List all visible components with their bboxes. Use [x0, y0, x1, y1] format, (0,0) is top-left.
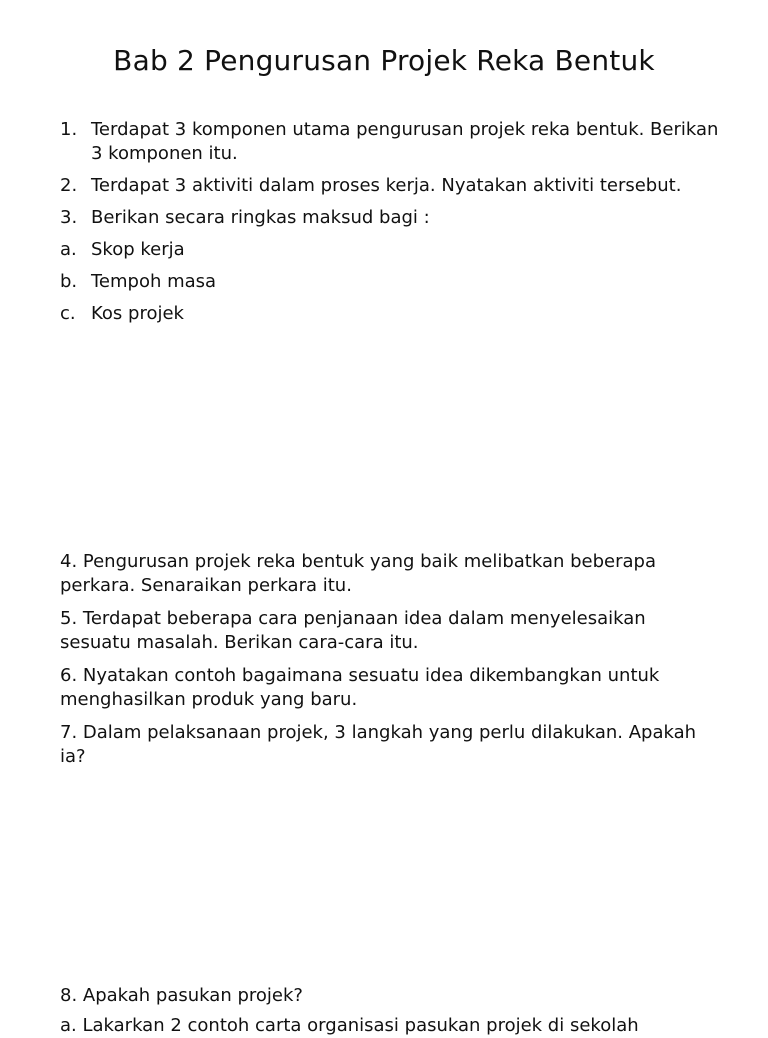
list-text: Berikan secara ringkas maksud bagi : [91, 207, 430, 228]
list-item [60, 302, 720, 326]
list-text: Tempoh masa [91, 271, 217, 292]
list-item [60, 270, 720, 294]
question-paragraph: 6. Nyatakan contoh bagaimana sesuatu idea dikembangkan untuk menghasilkan produk yang baru. [60, 665, 660, 710]
list-text: Terdapat 3 aktiviti dalam proses kerja. Nyatakan aktiviti tersebut. [91, 175, 682, 196]
question-paragraph: 5. Terdapat beberapa cara penjanaan idea dalam menyelesaikan sesuatu masalah. Berikan cara-cara itu. [60, 608, 646, 653]
list-item [60, 118, 720, 166]
list-text: Skop kerja [91, 239, 185, 260]
question-paragraph: 7. Dalam pelaksanaan projek, 3 langkah yang perlu dilakukan. Apakah ia? [60, 722, 697, 767]
cut-off-text-line: a. Lakarkan 2 contoh carta organisasi pasukan projek di sekolah [60, 1015, 639, 1036]
question-paragraphs [60, 550, 710, 778]
list-item [60, 174, 720, 198]
list-marker: 3. [60, 207, 78, 228]
question-paragraph: 8. Apakah pasukan projek? [60, 985, 303, 1006]
list-item [60, 238, 720, 262]
list-marker: a. [60, 239, 77, 260]
final-question-block [60, 984, 710, 1017]
list-marker: b. [60, 271, 78, 292]
list-marker: 1. [60, 119, 78, 140]
question-list [60, 118, 720, 334]
list-text: Terdapat 3 komponen utama pengurusan projek reka bentuk. Berikan 3 komponen itu. [91, 119, 719, 164]
list-marker: c. [60, 303, 76, 324]
question-paragraph: 4. Pengurusan projek reka bentuk yang baik melibatkan beberapa perkara. Senaraikan perkara itu. [60, 551, 657, 596]
list-text: Kos projek [91, 303, 184, 324]
list-item [60, 206, 720, 230]
list-marker: 2. [60, 175, 78, 196]
page-title: Bab 2 Pengurusan Projek Reka Bentuk [113, 44, 655, 77]
